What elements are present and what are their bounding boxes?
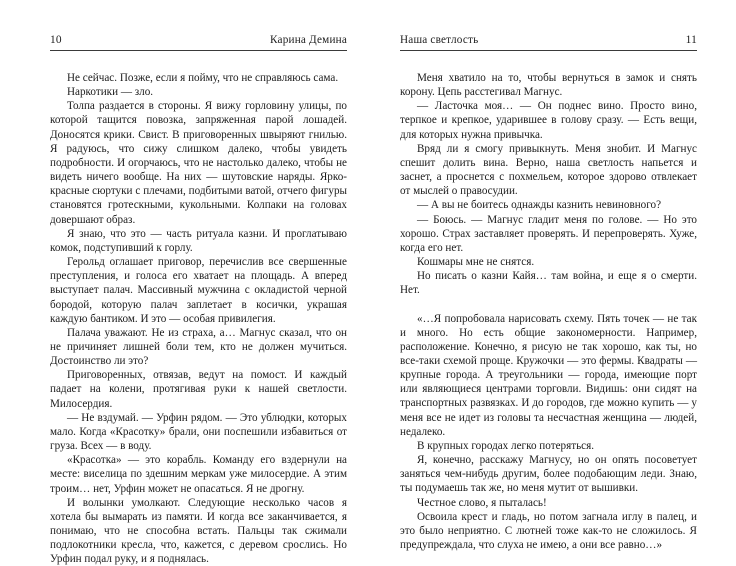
paragraph: — А вы не боитесь однажды казнить невиновного? <box>417 199 662 212</box>
paragraph: Я, конечно, расскажу Магнусу, но он опять посоветует заняться чем-нибудь другим, более подобающим леди. Знаю, ты подумаешь так же, но меня мутит от вышивки. <box>400 454 697 495</box>
page-right <box>368 0 736 551</box>
paragraph: — Ласточка моя… — Он поднес вино. Просто вино, терпкое и крепкое, ударившее в голову сразу. — Есть вещи, для которых нужна привычка. <box>400 100 697 141</box>
paragraph: Толпа раздается в стороны. Я вижу горловину улицы, по которой тащится повозка, запряженная парой лошадей. Доносятся крики. Свист. В приговоренных швыряют гнилью. Я радуюсь, что сижу слишком далеко, чтобы увидеть подробности. И огорчаюсь, что не настолько далеко, чтобы не видеть ничего вообще. На них — шутовские наряды. Ярко-красные сюртуки с плечами, подбитыми ватой, отчего фигуры становятся гротескными, кукольными. Колпаки на головах довершают образ. <box>50 100 347 226</box>
paragraph: Но писать о казни Кайя… там война, и еще я о смерти. Нет. <box>400 270 697 297</box>
paragraph: — Не вздумай. — Урфин рядом. — Это ублюдки, которых мало. Когда «Красотку» брали, они поспешили избавиться от груза. Всех — в воду. <box>50 411 347 453</box>
paragraph: В крупных городах легко потеряться. <box>417 439 595 452</box>
paragraph: Освоила крест и гладь, но потом загнала иглу в палец, и это было неприятно. С лютней тоже как-то не сложилось. Я предупреждала, что слуха не имею, а они все равно…» <box>400 510 697 551</box>
paragraph: Наркотики — зло. <box>67 86 154 99</box>
paragraph: «…Я попробовала нарисовать схему. Пять точек — не так и много. Но есть общие закономерности. Например, расположение. Конечно, я рисую не так хорошо, как ты, но все-таки схемой проще. Кружочки — это фермы. Квадраты — крупные города. А треугольники — города, имеющие порт или являющиеся центрами торговли. Видишь: они сидят на транспортных развязках. И до городов, где можно купить — у меня все не идет из головы та несчастная женщина — людей, недалеко. <box>400 312 697 438</box>
text-column-left <box>50 71 347 566</box>
running-head-left <box>50 34 347 51</box>
paragraph: Честное слово, я пыталась! <box>417 496 547 509</box>
paragraph: «Красотка» — это корабль. Команду его вздернули на месте: виселица по здешним меркам уже милосердие. А этим троим… нет, Урфин может не опасаться. Я не дрогну. <box>50 454 347 495</box>
paragraph: Палача уважают. Не из страха, а… Магнус сказал, что он не причиняет лишней боли тем, кто не должен мучиться. Достоинство ли это? <box>50 326 347 368</box>
paragraph: — Боюсь. — Магнус гладит меня по голове. — Но это хорошо. Страх заставляет проверять. И перепроверять. Хуже, когда его нет. <box>400 213 697 254</box>
running-head-right <box>400 34 697 51</box>
section-break <box>400 298 697 312</box>
paragraph: И волынки умолкают. Следующие несколько часов я хотела бы вымарать из памяти. И когда все заканчивается, я понимаю, что не способна встать. Пальцы так сжимали подлокотники кресла, что, кажется, с деревом срослись. Но Урфин подал руку, и я поднялась. <box>50 496 347 566</box>
paragraph: Меня хватило на то, чтобы вернуться в замок и снять корону. Цепь расстегивал Магнус. <box>400 72 697 99</box>
paragraph: Кошмары мне не снятся. <box>417 256 535 269</box>
page-number-right: 11 <box>685 34 697 46</box>
paragraph: Герольд оглашает приговор, перечислив все свершенные преступления, и голоса его хватает на площадь. А вперед выступает палач. Массивный мужчина с окладистой черной бородой, которую палач заплетает в косички, украшая каждую бантиком. И это — особая привилегия. <box>50 256 347 325</box>
page-number-left: 10 <box>50 34 62 46</box>
text-column-right <box>400 71 697 552</box>
paragraph: Вряд ли я смогу привыкнуть. Меня знобит. И Магнус спешит долить вина. Верно, наша светлость напьется и заснет, а проснется с похмельем, которое здорово отвлекает от мыслей о правосудии. <box>400 142 697 198</box>
paragraph: Не сейчас. Позже, если я пойму, что не справляюсь сама. <box>67 72 339 84</box>
paragraph: Приговоренных, отвязав, ведут на помост. И каждый падает на колени, протягивая руки к нашей светлости. Милосердия. <box>50 369 347 410</box>
running-head-title: Наша светлость <box>400 34 479 46</box>
running-head-author: Карина Демина <box>270 34 347 46</box>
paragraph: Я знаю, что это — часть ритуала казни. И проглатываю комок, подступивший к горлу. <box>50 227 347 254</box>
